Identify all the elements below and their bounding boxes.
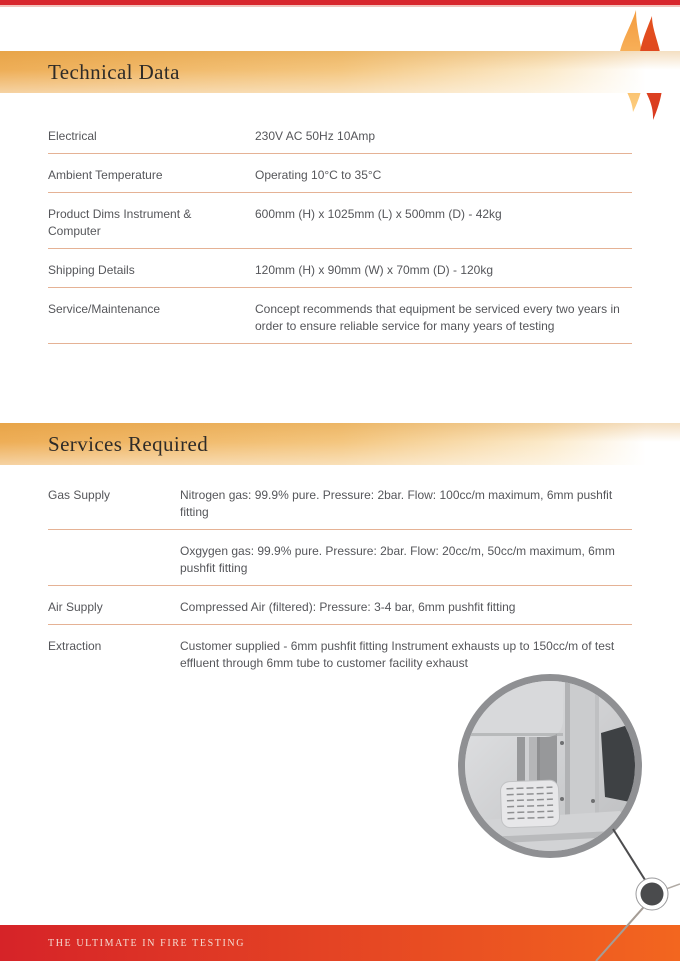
technical-data-table (48, 115, 632, 344)
row-value: Nitrogen gas: 99.9% pure. Pressure: 2bar. Flow: 100cc/m maximum, 6mm pushfit fitting (180, 488, 613, 519)
table-row (48, 474, 632, 530)
row-value: 120mm (H) x 90mm (W) x 70mm (D) - 120kg (255, 263, 494, 277)
callout-dot-ring (636, 878, 668, 910)
row-label: Service/Maintenance (48, 302, 161, 316)
row-value: Customer supplied - 6mm pushfit fitting Instrument exhausts up to 150cc/m of test effluent through 6mm tube to customer facility exhaust (180, 639, 615, 670)
table-row (48, 249, 632, 288)
row-value: Operating 10°C to 35°C (255, 168, 382, 182)
instrument-closeup-photo (458, 674, 642, 858)
row-label: Ambient Temperature (48, 168, 163, 182)
row-label: Air Supply (48, 600, 103, 614)
row-label: Product Dims Instrument & Computer (48, 207, 192, 238)
top-accent-bar-soft (0, 5, 680, 7)
table-row (48, 586, 632, 625)
section-title: Services Required (48, 431, 209, 456)
footer-bar (0, 925, 680, 961)
section-header-technical-data (0, 51, 680, 93)
row-value: Compressed Air (filtered): Pressure: 3-4 bar, 6mm pushfit fitting (180, 600, 516, 614)
section-title: Technical Data (48, 59, 180, 84)
row-label: Shipping Details (48, 263, 135, 277)
callout-line-dark (613, 829, 652, 891)
services-required-table (48, 474, 632, 680)
table-row (48, 288, 632, 344)
row-label: Extraction (48, 639, 102, 653)
table-row (48, 154, 632, 193)
section-header-services-required (0, 423, 680, 465)
footer-tagline: THE ULTIMATE IN FIRE TESTING (48, 937, 246, 949)
callout-line-light-right (655, 884, 680, 893)
row-value: Concept recommends that equipment be serviced every two years in order to ensure reliable service for many years of testing (255, 302, 620, 333)
row-value: 600mm (H) x 1025mm (L) x 500mm (D) - 42kg (255, 207, 502, 221)
row-label: Gas Supply (48, 488, 111, 502)
row-value: Oxgygen gas: 99.9% pure. Pressure: 2bar. Flow: 20cc/m, 50cc/m maximum, 6mm pushfit fitting (180, 544, 615, 575)
callout-dot (641, 883, 664, 906)
row-value: 230V AC 50Hz 10Amp (255, 129, 376, 143)
table-row (48, 115, 632, 154)
table-row (48, 193, 632, 249)
table-row (48, 625, 632, 680)
table-row (48, 530, 632, 586)
row-label: Electrical (48, 129, 97, 143)
